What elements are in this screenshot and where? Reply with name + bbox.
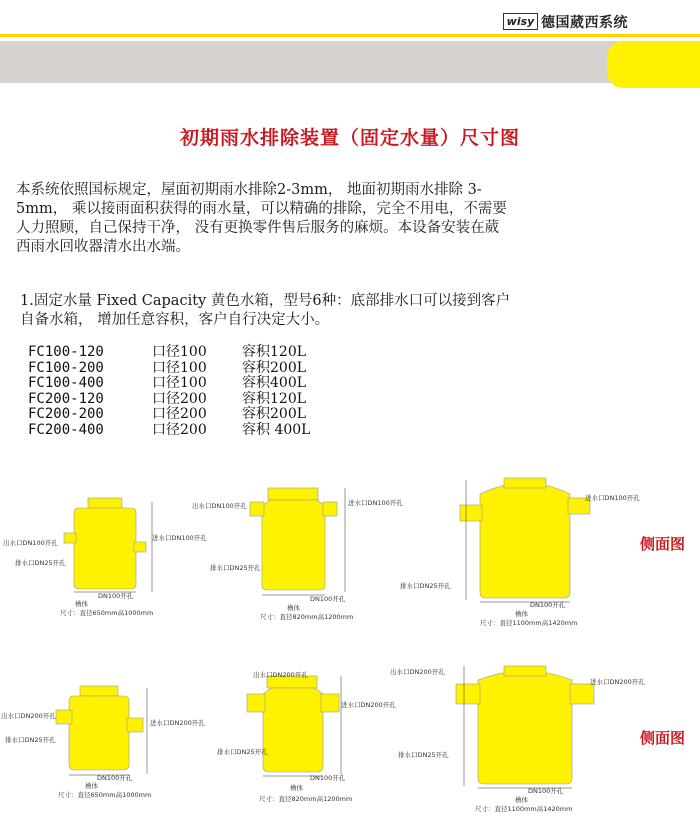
tank-diagram-fc100-200 [190,480,403,625]
bottom-label: DN100开孔 [97,774,133,782]
inlet-label: 进水口DN200开孔 [590,678,645,686]
drain-label: 排水口DN25开孔 [398,751,449,759]
model-capacity: 容积200L [242,406,307,422]
drain-label: 排水口DN25开孔 [210,564,261,572]
tank-body [480,483,570,598]
bottom-label: DN100开孔 [310,774,346,782]
outlet-pipe [460,505,482,521]
model-diameter: 口径200 [152,390,207,407]
tank-lid [80,686,118,696]
inlet-label: 进水口DN200开孔 [341,701,396,709]
page-title: 初期雨水排除装置（固定水量）尺寸图 [179,127,520,149]
model-row [28,361,310,377]
header-grey-band [0,41,618,83]
header-rule [0,34,700,37]
model-row [28,392,310,408]
base-label: 槽体 [515,796,528,804]
point-1-paragraph: 1.固定水量 Fixed Capacity 黄色水箱，型号6种：底部排水口可以接到客户 自备水箱， 增加任意容积，客户自行决定大小。 [20,293,511,328]
tank-body [478,671,572,784]
model-capacity: 容积120L [242,344,307,360]
outlet-pipe [456,684,480,704]
base-label: 槽体 [287,604,300,612]
model-row [28,407,310,423]
inlet-pipe [570,684,594,704]
tank-body [69,696,129,770]
drain-label: 排水口DN25开孔 [15,559,66,567]
tank-diagram-fc200-120 [0,682,205,817]
model-diameter: 口径200 [152,421,207,438]
model-capacity: 容积 400L [242,421,311,438]
tank-body [262,500,325,590]
tank-lid [504,666,546,676]
outlet-pipe [247,694,265,712]
model-code: FC200-120 [28,390,104,407]
side-view-label-bottom: 侧面图 [640,729,686,747]
size-label: 尺寸：直径650mm高1000mm [60,609,154,617]
model-code: FC100-120 [28,344,104,360]
inlet-pipe [134,542,146,552]
model-capacity: 容积200L [242,359,307,376]
bottom-label: DN100开孔 [530,601,566,609]
model-row [28,345,310,361]
inlet-label: 进水口DN100开孔 [152,534,207,542]
tank-lid [88,498,122,508]
tank-diagram-fc200-400 [390,660,645,820]
model-code: FC200-200 [28,406,104,422]
outlet-label: 出水口DN200开孔 [390,668,445,676]
base-label: 槽体 [75,600,88,608]
base-label: 槽体 [85,782,98,790]
model-diameter: 口径100 [152,344,207,360]
model-code: FC200-400 [28,421,104,438]
model-code: FC100-200 [28,359,104,376]
wisy-logo: wisy [503,13,538,30]
outlet-pipe [250,502,264,516]
model-diameter: 口径200 [152,406,207,422]
size-label: 尺寸：直径820mm高1200mm [260,613,354,621]
size-label: 尺寸：直径650mm高1000mm [58,791,152,799]
brand-name: 德国葳西系统 [541,15,628,31]
tank-diagram-fc100-120 [0,492,207,622]
outlet-label: 出水口DN100开孔 [3,539,58,547]
inlet-pipe [323,502,337,516]
size-label: 尺寸：直径1100mm高1420mm [480,619,578,627]
tank-lid [268,488,318,500]
inlet-pipe [321,694,339,712]
side-view-label-top: 侧面图 [640,535,686,553]
outlet-label: 出水口DN100开孔 [192,502,247,510]
tank-lid [504,478,546,488]
drain-label: 排水口DN25开孔 [217,748,268,756]
tank-body [263,688,323,772]
model-row [28,423,310,439]
drain-label: 排水口DN25开孔 [400,582,451,590]
drain-label: 排水口DN25开孔 [5,736,56,744]
model-row [28,376,310,392]
inlet-label: 进水口DN100开孔 [348,499,403,507]
size-label: 尺寸：直径820mm高1200mm [259,795,353,803]
tank-diagram-fc100-400 [400,470,640,630]
intro-paragraph: 本系统依照国标规定，屋面初期雨水排除2-3mm， 地面初期雨水排除 3- 5mm， 乘以接雨面积获得的雨水量，可以精确的排除，完全不用电，不需要 人力照顾，自己保持干净， 没有更换零件售后服务的麻烦。本设备安装在葳 西雨水回收器清水出水端。 [16,182,507,255]
tank-body [74,508,136,589]
inlet-pipe [127,718,143,732]
model-diameter: 口径100 [152,375,207,391]
tank-diagram-fc200-200 [195,670,395,820]
bottom-label: DN100开孔 [98,592,134,600]
header-yellow-tab [607,41,700,88]
inlet-label: 进水口DN200开孔 [150,719,205,727]
model-capacity: 容积120L [242,390,307,407]
inlet-label: 进水口DN100开孔 [585,494,640,502]
size-label: 尺寸：直径1100mm高1420mm [475,805,573,813]
bottom-label: DN100开孔 [310,595,346,603]
outlet-label: 出水口DN200开孔 [1,712,56,720]
bottom-label: DN100开孔 [528,787,564,795]
model-diameter: 口径100 [152,359,207,376]
outlet-label: 出水口DN200开孔 [253,671,308,679]
outlet-pipe [64,533,76,543]
model-list [28,345,310,438]
model-capacity: 容积400L [242,375,307,391]
base-label: 槽体 [515,610,528,618]
outlet-pipe [56,710,72,724]
page-header [0,0,700,84]
base-label: 槽体 [290,784,303,792]
model-code: FC100-400 [28,375,104,391]
